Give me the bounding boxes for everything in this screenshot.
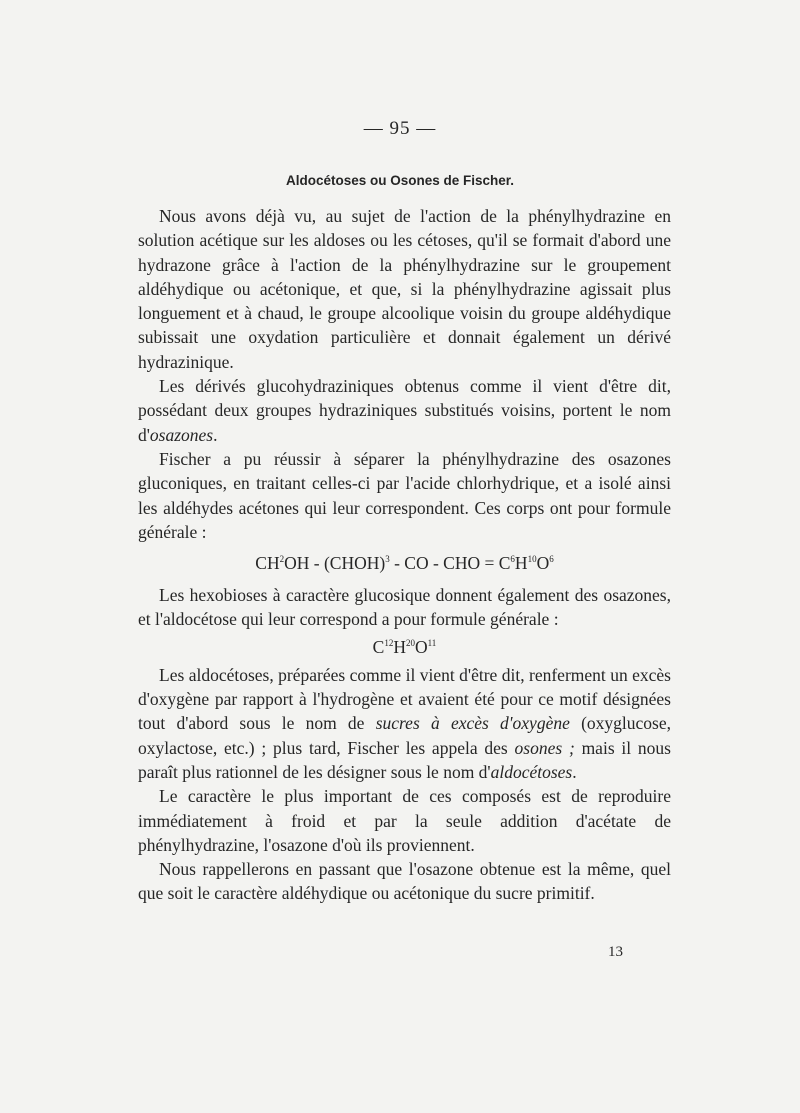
paragraph-5-text: . [572, 761, 577, 782]
paragraph-1: Nous avons déjà vu, au sujet de l'action de la phénylhydrazine en solution acétique sur les aldoses ou les cétoses, qu'il se formait d'abord une hydrazone grâce à l'action de la phénylhydrazine sur le groupement aldéhydique ou acétonique, et que, si la phénylhydrazine agissait plus longuement et à chaud, le groupe alcoolique voisin du groupe aldéhydique subissait une oxydation particulière et donnait également un dérivé hydrazinique. [138, 206, 671, 372]
formula-part: O [536, 553, 550, 574]
term-osazones: osazones [149, 424, 214, 445]
paragraph-5 [138, 663, 671, 784]
formula-sup: 6 [549, 554, 554, 565]
formula-part: C [372, 636, 385, 657]
paragraph-3: Fischer a pu réussir à séparer la phénylhydrazine des osazones gluconiques, en traitant celles-ci par l'acide chlorhydrique, et a isolé ainsi les aldéhydes acétones qui leur correspondent. Ces corps ont pour formule générale : [138, 448, 671, 542]
formula-sup: 10 [527, 554, 537, 565]
paragraph-7: Nous rappellerons en passant que l'osazone obtenue est la même, quel que soit le caractère aldéhydique ou acétonique du sucre primitif. [138, 859, 671, 904]
formula-sup: 12 [384, 637, 394, 648]
paragraph-2-text: Les dérivés glucohydraziniques obtenus comme il vient d'être dit, possédant deux groupes hydraziniques substitués voisins, portent le nom d' [138, 376, 671, 445]
formula-part: O [415, 636, 428, 657]
paragraph-5-text: mais il nous paraît plus rationnel de les désigner sous le nom d' [138, 737, 671, 782]
formula-part: H [393, 636, 406, 657]
formula-part: OH - (CHOH) [284, 553, 386, 574]
formula-part: - CO - CHO = C [389, 553, 511, 574]
formula-part: CH [255, 553, 280, 574]
formula-sup: 20 [406, 637, 415, 648]
paragraph-2 [138, 374, 671, 447]
term-sucres: sucres à excès d'oxygène [375, 713, 570, 734]
formula-sup: 6 [510, 554, 515, 565]
page-number: — 95 — [363, 118, 437, 139]
paragraph-6: Le caractère le plus important de ces composés est de reproduire immédiatement à froid et par la seule addition d'acétate de phénylhydrazine, l'osazone d'où ils proviennent. [138, 786, 671, 855]
formula-hexobiose [138, 635, 671, 659]
paragraph-2-end: . [213, 424, 218, 445]
formula-aldocetose [138, 551, 671, 575]
formula-sup: 3 [385, 554, 390, 565]
term-aldocetoses: aldocétoses [490, 761, 573, 782]
term-osones: osones ; [514, 737, 575, 758]
paragraph-5-text: Les aldocétoses, préparées comme il vient d'être dit, renferment un excès d'oxygène par rapport à l'hydrogène et avaient été pour ce motif désignées tout d'abord sous le nom de [138, 664, 671, 734]
paragraph-4: Les hexobioses à caractère glucosique donnent également des osazones, et l'aldocétose qui leur correspond a pour formule générale : [138, 585, 671, 630]
section-heading: Aldocétoses ou Osones de Fischer. [285, 173, 515, 188]
paragraph-5-text: (oxyglucose, oxylactose, etc.) ; plus tard, Fischer les appela des [138, 713, 671, 758]
body-text [138, 204, 671, 906]
formula-sup: 11 [427, 637, 437, 648]
formula-part: H [514, 553, 528, 574]
signature-mark: 13 [608, 944, 623, 960]
formula-sup: 2 [279, 554, 285, 565]
